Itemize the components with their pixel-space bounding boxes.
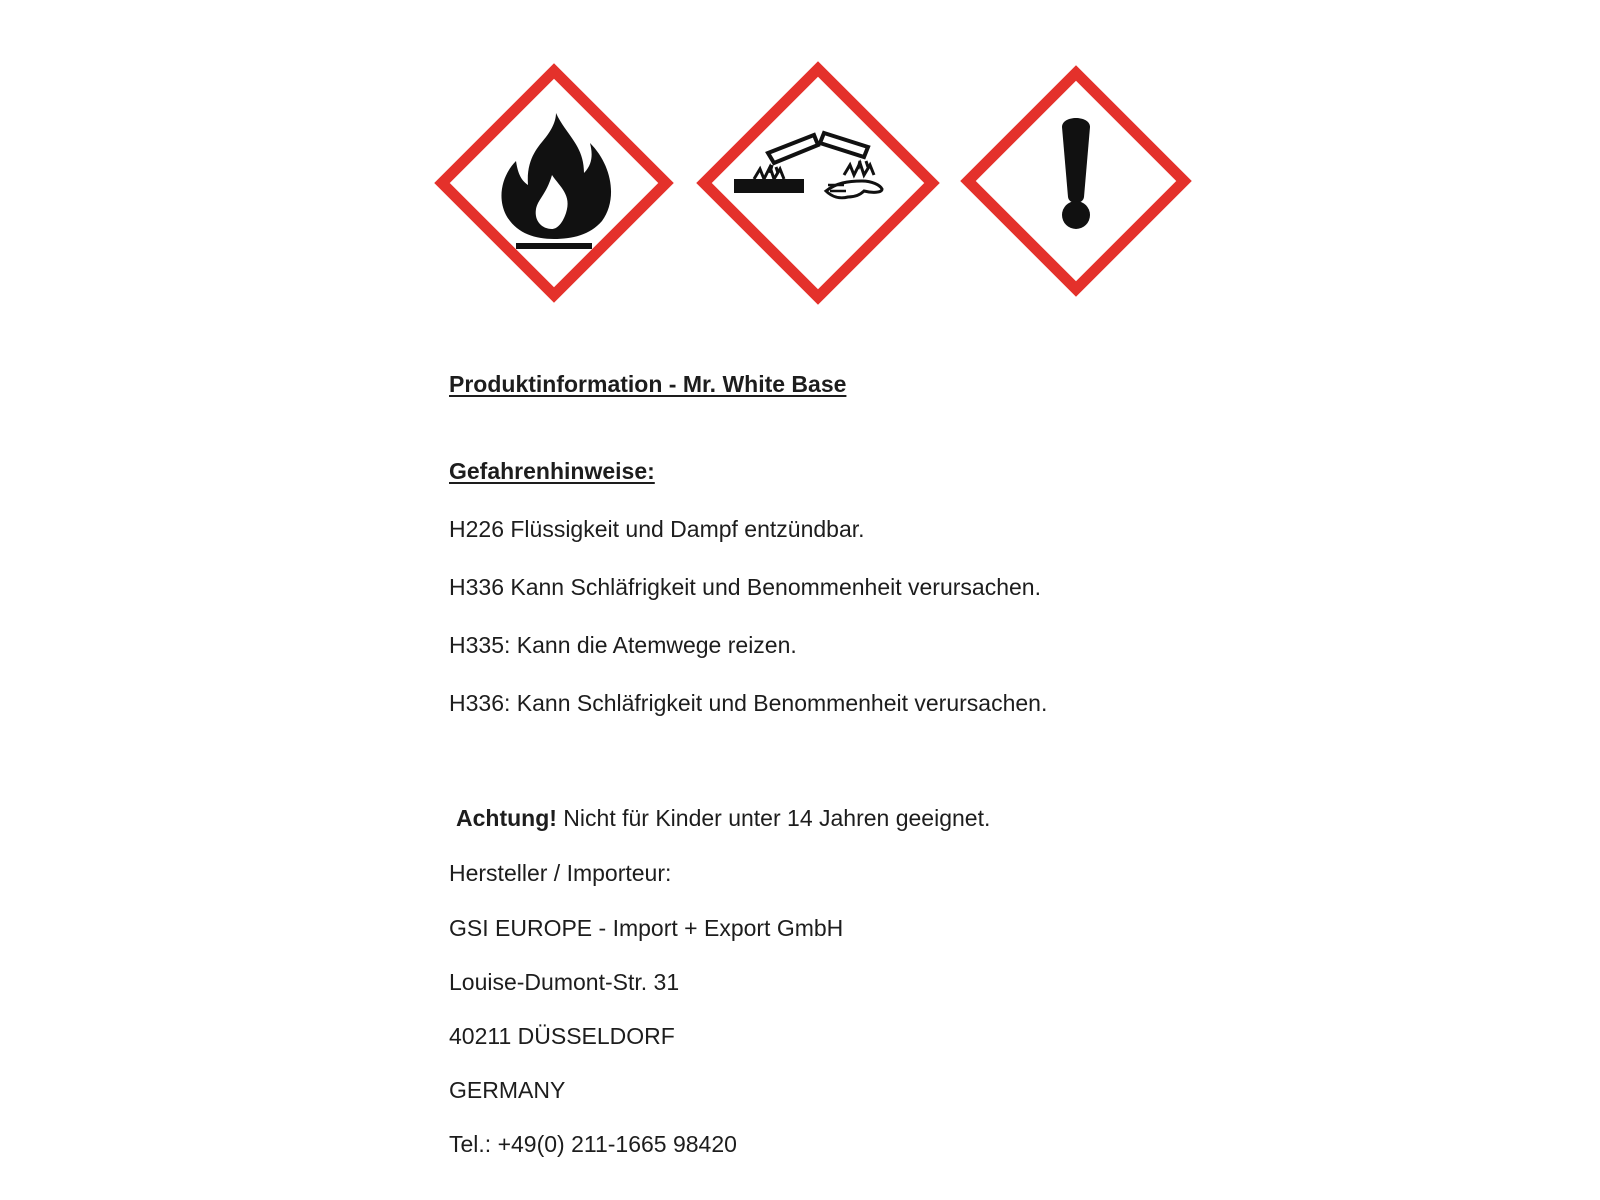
ghs-flammable-pictogram bbox=[434, 63, 674, 303]
manufacturer-country: GERMANY bbox=[449, 1077, 566, 1103]
manufacturer-heading: Hersteller / Importeur: bbox=[449, 860, 672, 886]
manufacturer-city: 40211 DÜSSELDORF bbox=[449, 1023, 675, 1049]
warning-text: Nicht für Kinder unter 14 Jahren geeignet. bbox=[556, 805, 991, 831]
manufacturer-phone: Tel.: +49(0) 211-1665 98420 bbox=[449, 1131, 737, 1157]
hazard-statement: H226 Flüssigkeit und Dampf entzündbar. bbox=[449, 516, 865, 542]
flame-icon bbox=[434, 63, 674, 303]
hazard-statements-heading: Gefahrenhinweise: bbox=[449, 458, 655, 484]
exclamation-mark-icon bbox=[960, 65, 1192, 297]
corrosion-icon bbox=[696, 61, 940, 305]
document-title: Produktinformation - Mr. White Base bbox=[449, 371, 847, 397]
manufacturer-company: GSI EUROPE - Import + Export GmbH bbox=[449, 915, 844, 941]
manufacturer-street: Louise-Dumont-Str. 31 bbox=[449, 969, 680, 995]
ghs-harmful-pictogram bbox=[960, 65, 1192, 297]
ghs-pictogram-row bbox=[0, 0, 1600, 320]
ghs-corrosive-pictogram bbox=[696, 61, 940, 305]
hazard-statement: H336: Kann Schläfrigkeit und Benommenheit verursachen. bbox=[449, 690, 1048, 716]
warning-label: Achtung! bbox=[456, 805, 557, 831]
hazard-statement: H336 Kann Schläfrigkeit und Benommenheit verursachen. bbox=[449, 574, 1041, 600]
hazard-statement: H335: Kann die Atemwege reizen. bbox=[449, 632, 797, 658]
age-warning bbox=[456, 805, 990, 831]
